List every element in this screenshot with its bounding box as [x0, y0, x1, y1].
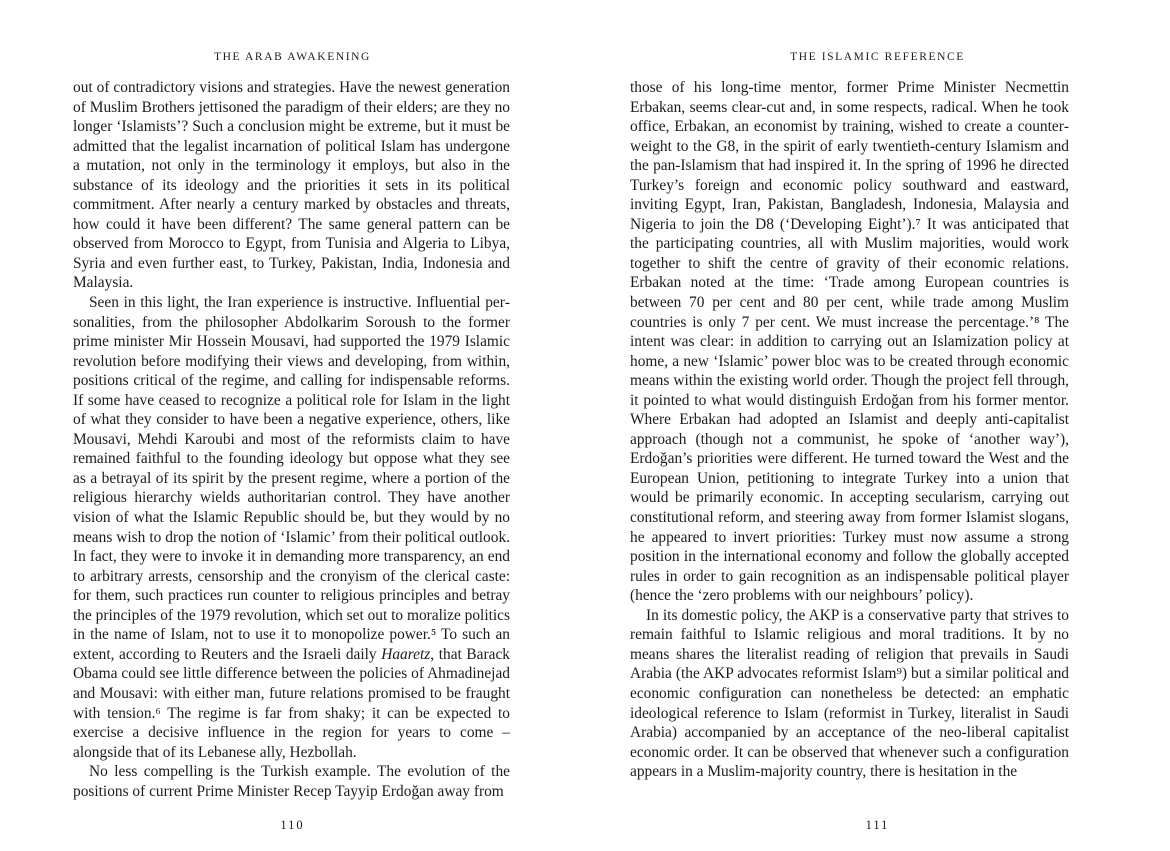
right-page	[585, 0, 1170, 851]
paragraph: In its domestic policy, the AKP is a conservative party that strives to remain faithful to Islamic religious and moral traditions. It by no means shares the literalist reading of religion that prevails in Saudi Arabia (the AKP advocates reformist Islam⁹) but a similar political and economic configuration can nonetheless be detected: an emphatic ideological reference to Islam (reformist in Turkey, literalist in Saudi Arabia) accompanied by an acceptance of the neo-liberal capitalist economic order. It can be observed that whenever such a configuration appears in a Muslim-majority country, there is hesitation in the	[630, 606, 1069, 781]
newspaper-title: Haaretz	[381, 645, 431, 663]
body-text	[73, 78, 510, 801]
paragraph: Seen in this light, the Iran experience is instructive. Influential personalities, from the philosopher Abdolkarim Soroush to the former prime minister Mir Hossein Mousavi, had supported the 1979 Islamic revolution before modifying their views and developing, from within, positions critical of the regime, and calling for indispensable reforms. If some have ceased to recognize a political role for Islam in the light of what they consider to have been a negative experience, others, like Mousavi, Mehdi Karoubi and most of the reformists claim to have remained faithful to the founding ideology but oppose what they see as a betrayal of its spirit by the present regime, where a portion of the religious hierarchy wields authoritarian control. They have another vision of what the Islamic Republic should be, but they would by no means wish to drop the notion of ‘Islamic’ from their political outlook. In fact, they were to invoke it in demanding more transparency, an end to arbitrary arrests, censorship and the cronyism of the clerical caste: for them, such practices run counter to religious principles and betray the principles of the 1979 revolution, which set out to moralize politics in the name of Islam, not to use it to monopolize power.⁵ To such an extent, according to Reuters and the Israeli daily Haaretz, that Barack Obama could see little difference between the policies of Ahmadinejad and Mousavi: with either man, future relations promised to be fraught with tension.⁶ The regime is far from shaky; it can be expected to exercise a decisive influence in the region for years to come – alongside that of its Lebanese ally, Hezbollah.	[73, 294, 510, 761]
page-number: 110	[280, 818, 305, 832]
running-head: THE ISLAMIC REFERENCE	[790, 51, 965, 63]
paragraph: No less compelling is the Turkish example. The evolution of the positions of current Prime Minister Recep Tayyip Erdoğan away from	[73, 763, 510, 800]
body-text	[630, 78, 1069, 782]
paragraph: out of contradictory visions and strategies. Have the newest generation of Muslim Brothers jettisoned the paradigm of their elders; are they no longer ‘Islamists’? Such a conclusion might be extreme, but it must be admitted that the legalist incarnation of political Islam has undergone a mutation, not only in the terminology it employs, but also in the substance of its ideology and the priorities it sets in its political commitment. After nearly a century marked by obstacles and threats, how could it have been different? The same general pattern can be observed from Morocco to Egypt, from Tunisia and Algeria to Libya, Syria and even further east, to Turkey, Pakistan, India, Indonesia and Malaysia.	[73, 79, 510, 292]
running-head: THE ARAB AWAKENING	[214, 51, 371, 63]
page-number: 111	[865, 818, 890, 832]
paragraph: those of his long-time mentor, former Prime Minister Necmettin Erbakan, seems clear-cut and, in some respects, radical. When he took office, Erbakan, an economist by training, wished to create a counterweight to the G8, in the spirit of early twentieth-century Islamism and the pan-Islamism that had inspired it. In the spring of 1996 he directed Turkey’s foreign and economic policy southward and eastward, inviting Egypt, Iran, Pakistan, Bangladesh, Indonesia, Malaysia and Nigeria to join the D8 (‘Developing Eight’).⁷ It was anticipated that the participating countries, all with Muslim majorities, would work together to shift the centre of gravity of their economic relations. Erbakan noted at the time: ‘Trade among European countries is between 70 per cent and 80 per cent, while trade among Muslim countries is only 7 per cent. We must increase the percentage.’⁸ The intent was clear: in addition to carrying out an Islamization policy at home, a new ‘Islamic’ power bloc was to be created through economic means within the existing world order. Though the project fell through, it pointed to what would distinguish Erdoğan from his former mentor. Where Erbakan had adopted an Islamist and deeply anti-capitalist approach (though not a communist, he spoke of ‘another way’), Erdoğan’s priorities were different. He turned toward the West and the European Union, petitioning to integrate Turkey into a union that would be primarily economic. In accepting secularism, carrying out constitutional reform, and steering away from former Islamist slogans, he appeared to invert priorities: Turkey must now assume a strong position in the international economy and follow the globally accepted rules in order to gain recognition as an indispensable political player (hence the ‘zero problems with our neighbours’ policy).	[630, 79, 1069, 605]
